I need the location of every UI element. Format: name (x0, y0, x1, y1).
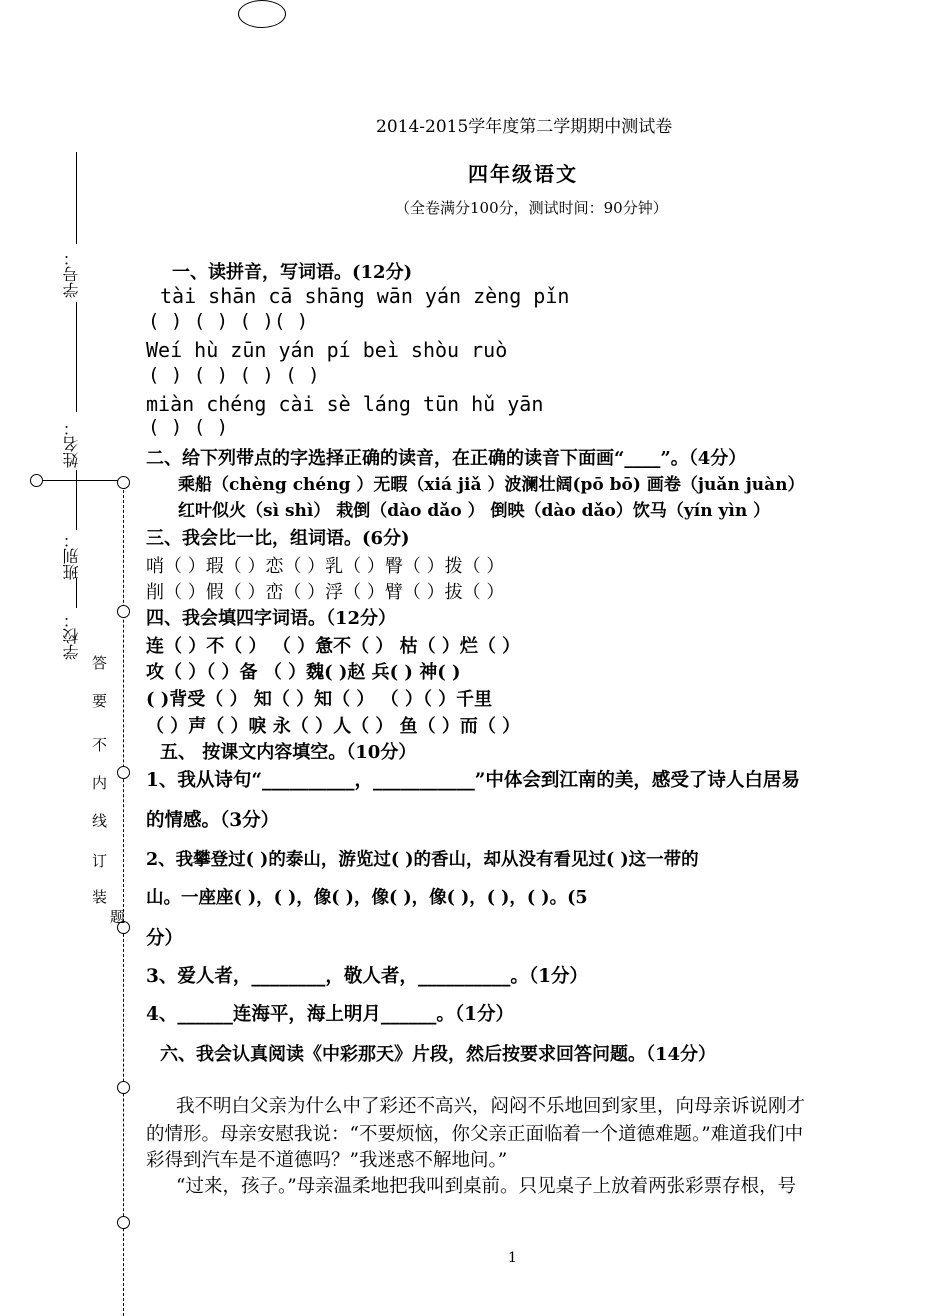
xuexiao-underline (76, 578, 77, 608)
warning-char: 装 (92, 888, 108, 906)
idiom-row: ( )背受（ ） 知（ ）知（ ） （ ）（ ）千里 (146, 689, 493, 710)
section1-heading: 一、读拼音，写词语。(12分) (172, 262, 413, 283)
xuexiao-label: 学校： (62, 612, 81, 660)
binding-hole (117, 605, 130, 618)
section4-heading: 四、我会填四字词语。（12分） (146, 608, 397, 629)
fill-question-2: 2、我攀登过( )的泰山，游览过( )的香山，却从没有看见过( )这一带的 (146, 850, 699, 870)
pinyin-row: Weí hù zūn yán pí beì shòu ruò (146, 338, 508, 362)
binding-hole-left (30, 474, 43, 487)
binding-hole (117, 1081, 130, 1094)
section2-heading: 二、给下列带点的字选择正确的读音，在正确的读音下面画“____”。（4分） (146, 448, 747, 469)
fill-question-1: 1、我从诗句“__________，___________”中体会到江南的美，感受了诗人白居易 (146, 770, 800, 791)
warning-char: 题 (110, 908, 126, 926)
exam-year-title: 2014-2015学年度第二学期期中测试卷 (376, 117, 673, 137)
warning-char: 线 (92, 812, 108, 830)
xingming-underline (76, 302, 77, 412)
answer-bracket-row: ( ) ( ) (148, 416, 229, 438)
xuehao-label: 学号： (62, 250, 81, 298)
section5-heading: 五、 按课文内容填空。（10分） (160, 742, 417, 763)
banbie-label: 班别： (62, 532, 81, 580)
fill-question-3: 3、爱人者，________，敬人者，__________。（1分） (146, 966, 588, 987)
warning-char: 答 (92, 654, 108, 672)
xingming-label: 姓名： (62, 420, 81, 468)
answer-bracket-row: ( ) ( ) ( )( ) (148, 310, 309, 332)
compare-row: 削（ ）假（ ）峦（ ）浮（ ）臂（ ）拔（ ） (146, 582, 505, 603)
binding-horizontal-line (38, 480, 128, 481)
fill-question-2-end: 分） (146, 928, 184, 949)
answer-bracket-row: ( ) ( ) ( ) ( ) (148, 364, 320, 386)
warning-char: 要 (92, 692, 108, 710)
fill-question-1-cont: 的情感。（3分） (146, 810, 280, 831)
binding-hole (117, 476, 130, 489)
reading-choice-line: 红叶似火（sì shì） 栽倒（dào dǎo ） 倒映（dào dǎo）饮马（yín yìn ） (178, 501, 771, 521)
pinyin-row: tài shān cā shāng wān yán zèng pǐn (160, 284, 570, 308)
idiom-row: （ ）声（ ）唳 永（ ）人（ ） 鱼（ ）而（ ） (146, 716, 521, 737)
warning-char: 订 (92, 852, 108, 870)
idiom-row: 连（ ）不（ ） （ ）惫不（ ） 枯（ ）烂（ ） (146, 636, 521, 657)
xuehao-underline (76, 152, 77, 244)
section6-heading: 六、我会认真阅读《中彩那天》片段，然后按要求回答问题。（14分） (160, 1044, 717, 1065)
fill-question-4: 4、______连海平，海上明月______。（1分） (146, 1004, 514, 1025)
binding-hole (117, 1216, 130, 1229)
warning-char: 内 (92, 774, 108, 792)
reading-paragraph: 彩得到汽车是不道德吗？”我迷惑不解地问。” (146, 1150, 508, 1171)
reading-paragraph: 我不明白父亲为什么中了彩还不高兴，闷闷不乐地回到家里，向母亲诉说刚才 (176, 1096, 806, 1117)
pinyin-row: miàn chéng cài sè láng tūn hǔ yān (146, 392, 544, 416)
reading-choice-line: 乘船（chèng chéng ）无暇（xiá jiǎ ）波澜壮阔(pō bō) 画卷（juǎn juàn） (178, 475, 805, 495)
grade-title: 四年级语文 (468, 162, 578, 186)
fill-question-2-cont: 山。一座座( )，( )，像( )，像( )，像( )，( )，( )。(5 (146, 888, 588, 908)
page-number: 1 (508, 1250, 517, 1266)
section3-heading: 三、我会比一比，组词语。(6分) (146, 528, 410, 549)
binding-hole (117, 766, 130, 779)
top-ellipse-mark (238, 0, 286, 28)
banbie-underline (76, 470, 77, 530)
idiom-row: 攻（ ）（ ）备 （ ）魏( )赵 兵( ) 神( ) (146, 662, 461, 683)
compare-row: 哨（ ）瑕（ ）恋（ ）乳（ ）臀（ ）拨（ ） (146, 556, 505, 577)
reading-paragraph: “过来，孩子。”母亲温柔地把我叫到桌前。只见桌子上放着两张彩票存根，号 (176, 1176, 797, 1197)
warning-char: 不 (92, 736, 108, 754)
reading-paragraph: 的情形。母亲安慰我说：“不要烦恼，你父亲正面临着一个道德难题。”难道我们中 (146, 1124, 804, 1145)
exam-subtitle: （全卷满分100分，测试时间：90分钟） (395, 199, 668, 217)
